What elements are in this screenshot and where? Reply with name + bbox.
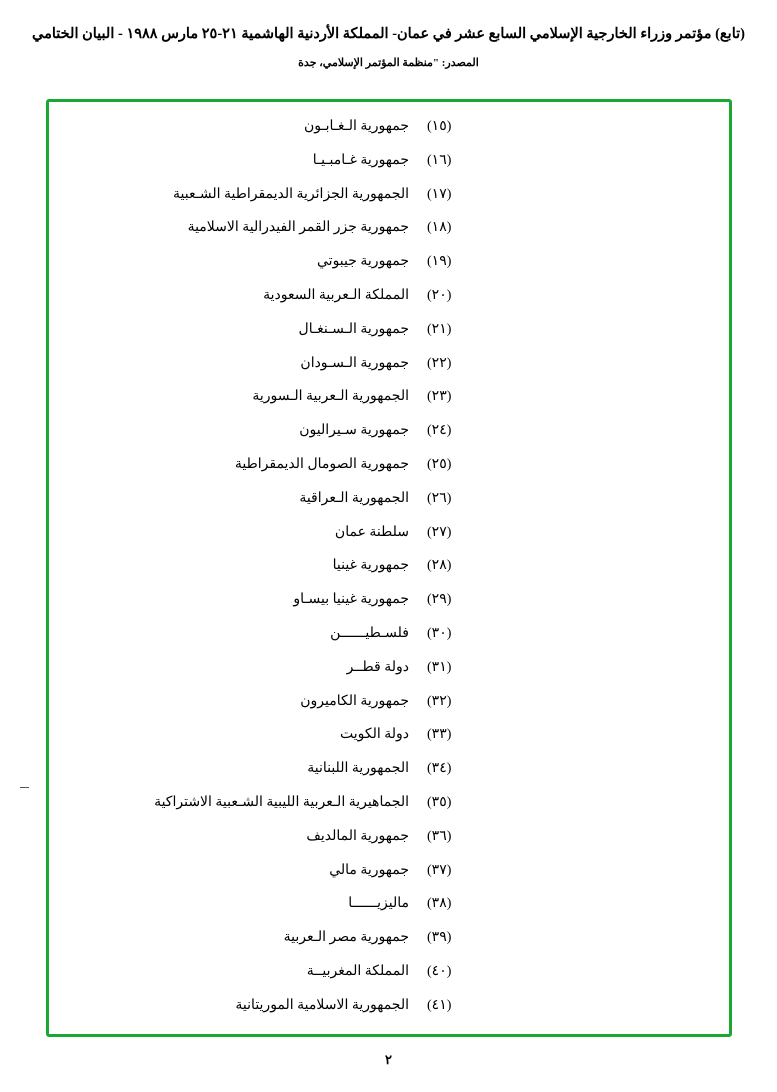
list-item [49,828,729,862]
list-item-number: (٤٠) [427,963,452,979]
list-item [49,760,729,794]
list-item-label: دولة قطــر [346,659,409,675]
list-item-number: (٢٤) [427,423,452,439]
list-item-number: (٣٥) [427,794,452,810]
list-item [49,253,729,287]
list-item-number: (٣٨) [427,896,452,912]
list-item [49,557,729,591]
list-item-label: جمهورية الـسـنغـال [298,321,409,337]
list-item-number: (١٩) [427,254,452,270]
list-item-label: الجمهورية اللبنانية [307,761,409,777]
list-item-number: (٣٤) [427,761,452,777]
list-item-number: (٢١) [427,321,452,337]
source-line: المصدر: "منظمة المؤتمر الإسلامي، جدة [298,56,479,69]
list-item [49,355,729,389]
list-item [49,997,729,1031]
list-item [49,963,729,997]
list-item-number: (٣١) [427,659,452,675]
list-item-number: (٢٥) [427,456,452,472]
list-item-label: جمهورية سـيراليون [299,423,409,439]
list-item-label: الجمهورية الـعراقية [299,490,409,506]
list-item-number: (٣٠) [427,625,452,641]
list-item [49,625,729,659]
list-item [49,726,729,760]
list-item-label: فلسـطيــــــن [330,625,409,641]
list-item-label: المملكة المغربيــة [306,963,409,979]
list-item-number: (٢٦) [427,490,452,506]
list-item-number: (١٨) [427,220,452,236]
list-item [49,118,729,152]
list-item [49,321,729,355]
list-item-label: الجمهورية الـعربية الـسورية [252,389,409,405]
list-item-label: الجمهورية الاسلامية الموريتانية [235,997,409,1013]
list-item-label: الجمهورية الجزائرية الديمقراطية الشـعبية [173,186,409,202]
list-item-number: (٣٦) [427,828,452,844]
list-item-number: (٢٨) [427,558,452,574]
list-item [49,219,729,253]
list-item [49,895,729,929]
list-item-label: المملكة الـعربية السعودية [263,287,409,303]
list-item [49,287,729,321]
list-item [49,456,729,490]
list-item-label: جمهورية غينيا [332,558,409,574]
list-item-label: جمهورية الـغـابـون [304,119,409,134]
list-item-label: جمهورية غينيا بيسـاو [293,592,409,608]
list-item-number: (٣٢) [427,693,452,709]
list-item-label: جمهورية جيبوتي [317,254,409,270]
list-item-number: (٣٩) [427,930,452,946]
list-item [49,794,729,828]
content-frame [46,99,732,1037]
list-item [49,186,729,220]
list-item-label: ماليزيــــــا [348,896,409,912]
list-item [49,388,729,422]
list-item-number: (١٧) [427,186,452,202]
page-number: ٢ [385,1052,392,1067]
list-item-label: جمهورية جزر القمر الفيدرالية الاسلامية [187,220,409,236]
list-item-label: جمهورية الكاميرون [300,693,409,709]
list-item [49,152,729,186]
list-item [49,490,729,524]
list-item-number: (١٦) [427,152,452,168]
list-item-label: جمهورية المالديف [306,828,409,844]
list-item-label: دولة الكويت [339,727,409,743]
list-item-label: سلطنة عمان [334,524,409,540]
list-item-number: (٤١) [427,997,452,1013]
margin-tick-mark [20,787,29,788]
list-item-label: الجماهيرية الـعربية الليبية الشـعبية الاشتراكية [154,794,409,810]
list-item-number: (٢٠) [427,287,452,303]
list-item [49,524,729,558]
list-item-number: (١٥) [427,119,452,134]
list-item-number: (٢٧) [427,524,452,540]
member-states-list [49,118,729,1031]
list-item-number: (٣٧) [427,862,452,878]
document-header [0,0,777,69]
list-item-number: (٢٣) [427,389,452,405]
list-item-label: جمهورية مصر الـعربية [283,930,409,946]
list-item-number: (٢٩) [427,592,452,608]
list-item-label: جمهورية الصومال الديمقراطية [234,456,409,472]
list-item-label: جمهورية غـامبـيـا [312,152,409,168]
list-item [49,693,729,727]
list-item [49,422,729,456]
list-item [49,659,729,693]
list-item-label: جمهورية الـسـودان [300,355,409,371]
list-item [49,929,729,963]
list-item-label: جمهورية مالي [329,862,409,878]
page-title: (تابع) مؤتمر وزراء الخارجية الإسلامي السابع عشر في عمان- المملكة الأردنية الهاشمية ٢١-٢٥ مارس ١٩٨٨ - البيان الختامي [32,26,745,42]
list-item [49,862,729,896]
list-item-number: (٢٢) [427,355,452,371]
list-item [49,591,729,625]
list-item-number: (٣٣) [427,727,452,743]
